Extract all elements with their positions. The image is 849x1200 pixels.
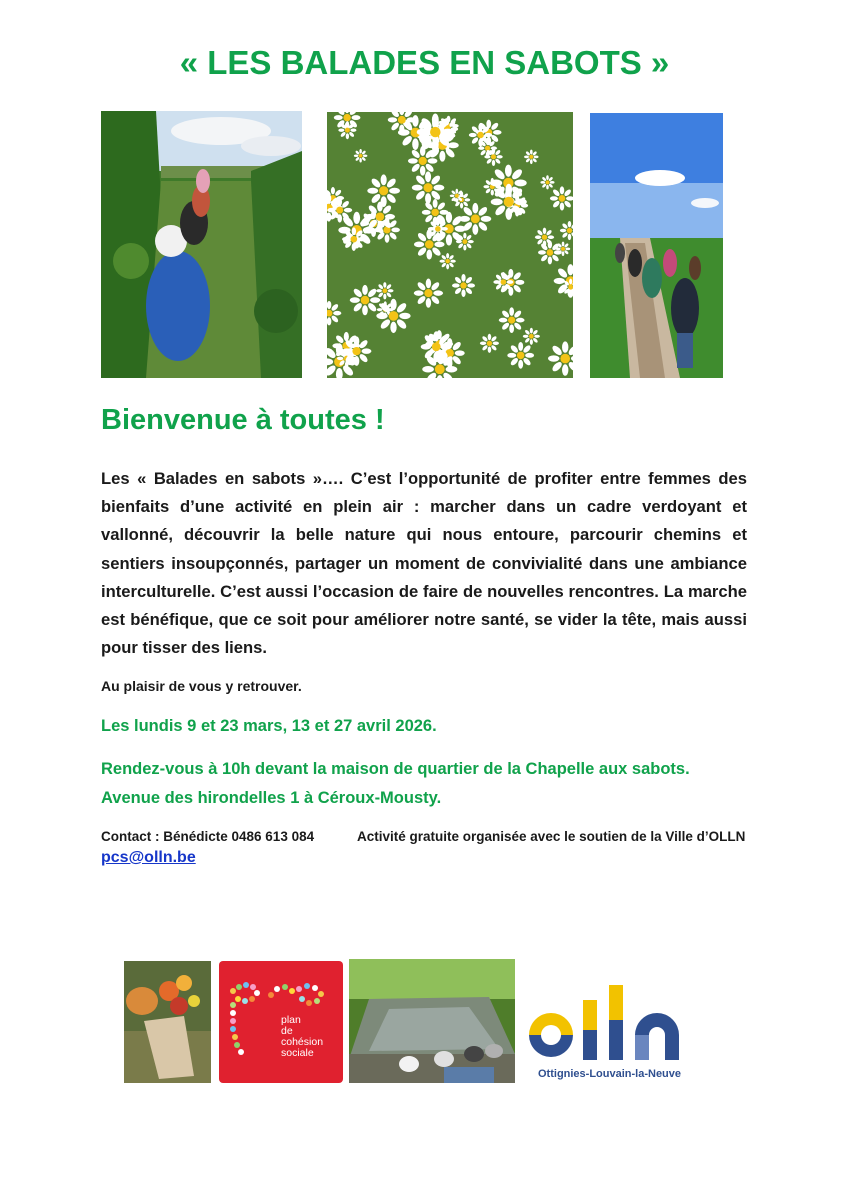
page-title: « LES BALADES EN SABOTS » — [179, 44, 670, 81]
intro-paragraph: Les « Balades en sabots »…. C’est l’opportunité de profiter entre femmes des bienfaits d’une activité en plein air : marcher dans un cadre verdoyant et vallonné, découvrir la belle nature qui nous entoure, parcourir chemins et sentiers insoupçonnés, partager un moment de convivialité dans une ambiance interculturelle. C’est aussi l’occasion de faire de nouvelles rencontres. La marche est bénéfique, que ce soit pour améliorer notre santé, se vider la tête, mais aussi pour tisser des liens. — [101, 469, 747, 658]
meeting-address: Avenue des hirondelles 1 à Céroux-Mousty. — [101, 789, 442, 807]
contact-info: Contact : Bénédicte 0486 613 084 — [101, 829, 315, 844]
photo-walk-path — [101, 111, 302, 378]
river-feet-image — [349, 959, 515, 1083]
photo-daisies — [327, 112, 573, 378]
photo-field-walk — [590, 113, 723, 378]
event-dates: Les lundis 9 et 23 mars, 13 et 27 avril 2026. — [101, 717, 437, 735]
clog-flowers-image — [124, 961, 211, 1083]
email-link[interactable]: pcs@olln.be — [101, 849, 196, 866]
meeting-info: Rendez-vous à 10h devant la maison de quartier de la Chapelle aux sabots. — [101, 760, 690, 778]
closing-line: Au plaisir de vous y retrouver. — [101, 678, 302, 694]
olln-subtitle: Ottignies-Louvain-la-Neuve — [538, 1068, 682, 1080]
pcs-logo-text: plan de cohésion sociale — [281, 1014, 324, 1059]
olln-logo — [523, 980, 709, 1085]
activity-note: Activité gratuite organisée avec le soutien de la Ville d’OLLN — [357, 829, 746, 844]
welcome-heading: Bienvenue à toutes ! — [101, 404, 385, 436]
pcs-logo — [219, 961, 343, 1083]
